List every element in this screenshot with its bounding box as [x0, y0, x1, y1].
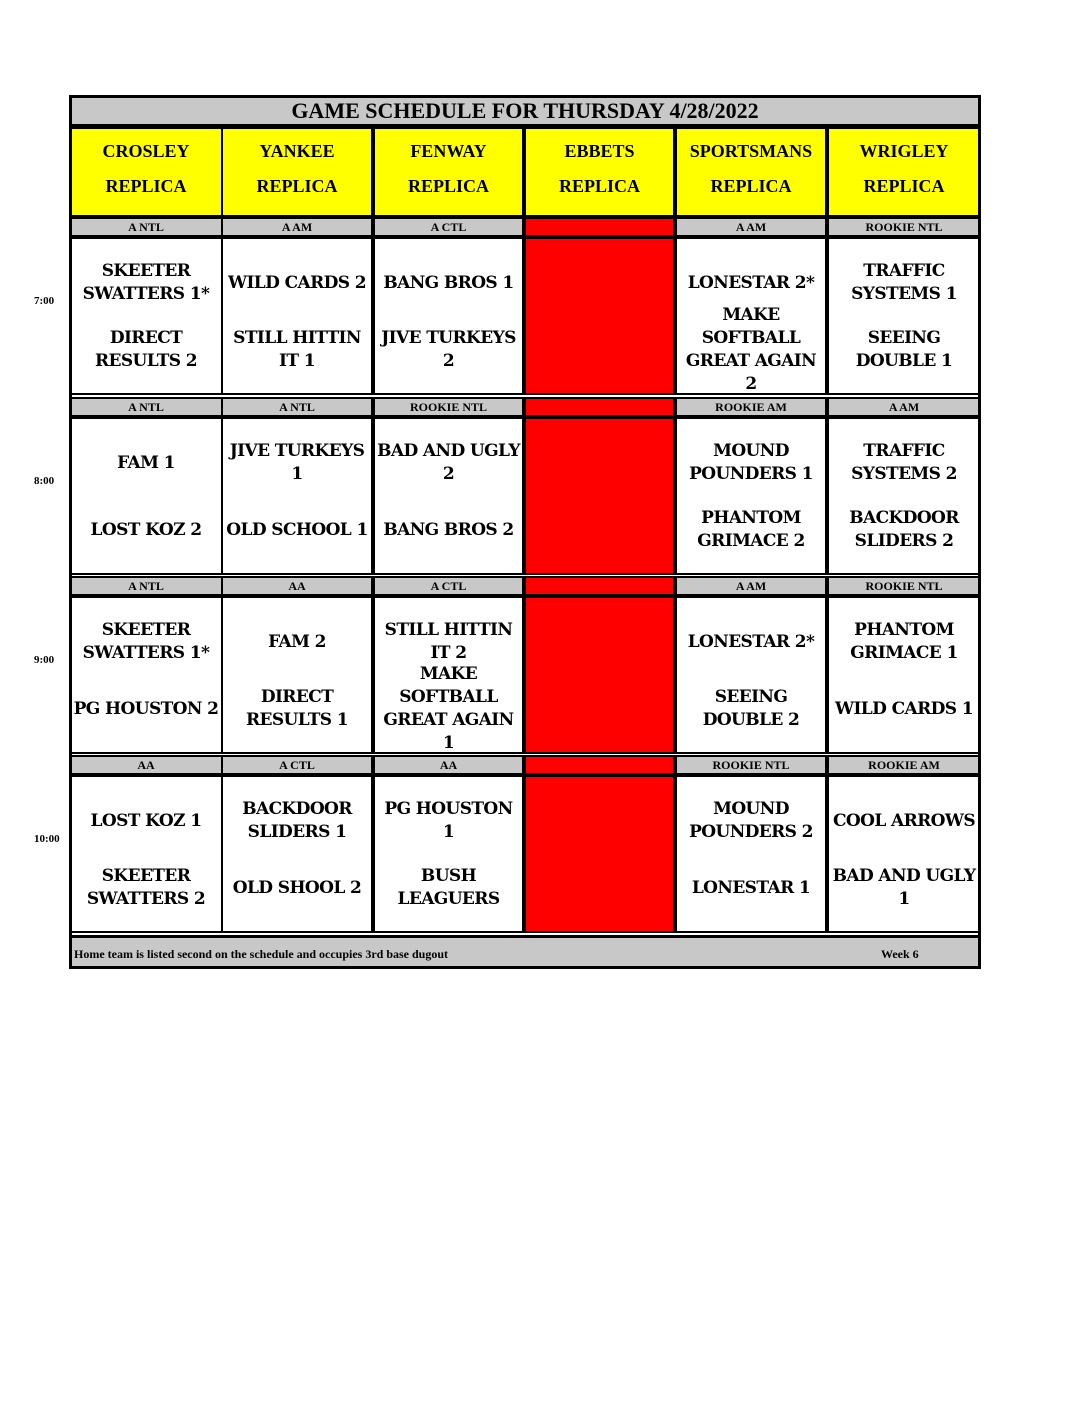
game-cell [675, 775, 827, 933]
home-team: MAKE SOFTBALL GREAT AGAIN 1 [383, 664, 514, 753]
closed-field-band [524, 397, 675, 417]
away-team: MOUND POUNDERS 2 [689, 799, 813, 842]
game-cell [827, 237, 981, 395]
game-cell [373, 596, 524, 754]
game-cell [221, 775, 373, 933]
closed-field-band [524, 755, 675, 775]
closed-field-cell [524, 596, 675, 754]
field-header [827, 127, 981, 217]
away-team: FAM 1 [117, 452, 175, 473]
field-header [373, 127, 524, 217]
home-team: OLD SHOOL 2 [232, 877, 362, 898]
division-label: A CTL [221, 755, 373, 775]
home-team: BACKDOOR SLIDERS 2 [849, 508, 959, 551]
closed-field-cell [524, 417, 675, 575]
game-cell [221, 417, 373, 575]
away-team: JIVE TURKEYS 1 [229, 441, 365, 484]
division-label: ROOKIE AM [827, 755, 981, 775]
division-label: A AM [221, 217, 373, 237]
away-team: LOST KOZ 1 [90, 810, 202, 831]
away-team: BANG BROS 1 [383, 272, 514, 293]
division-label: A AM [675, 217, 827, 237]
away-team: SKEETER SWATTERS 1* [82, 261, 210, 304]
division-label: AA [221, 576, 373, 596]
game-cell [69, 417, 223, 575]
time-label: 10:00 [34, 833, 60, 845]
division-label: A NTL [221, 397, 373, 417]
closed-field-band [524, 576, 675, 596]
field-header [69, 127, 223, 217]
home-team: STILL HITTIN IT 1 [233, 328, 361, 371]
division-label: AA [69, 755, 223, 775]
home-team: DIRECT RESULTS 1 [245, 687, 349, 730]
away-team: TRAFFIC SYSTEMS 1 [851, 261, 957, 304]
game-cell [221, 237, 373, 395]
field-header [221, 127, 373, 217]
game-cell [675, 596, 827, 754]
home-team: OLD SCHOOL 1 [226, 519, 368, 540]
home-team: MAKE SOFTBALL GREAT AGAIN 2 [685, 305, 817, 394]
game-cell [69, 775, 223, 933]
home-team: WILD CARDS 1 [834, 698, 974, 719]
away-team: COOL ARROWS [832, 810, 976, 831]
closed-field-cell [524, 775, 675, 933]
away-team: BACKDOOR SLIDERS 1 [242, 799, 352, 842]
field-name: EBBETS [564, 141, 635, 161]
division-label: ROOKIE NTL [827, 217, 981, 237]
field-type: REPLICA [256, 176, 338, 196]
game-cell [675, 417, 827, 575]
game-cell [827, 417, 981, 575]
field-type: REPLICA [105, 176, 187, 196]
game-cell [675, 237, 827, 395]
home-team: LONESTAR 1 [691, 877, 811, 898]
home-team: DIRECT RESULTS 2 [94, 328, 198, 371]
schedule-title: GAME SCHEDULE FOR THURSDAY 4/28/2022 [69, 95, 981, 127]
schedule-sheet [69, 95, 981, 969]
away-team: FAM 2 [268, 631, 326, 652]
closed-field-band [524, 217, 675, 237]
field-type: REPLICA [710, 176, 792, 196]
field-header [675, 127, 827, 217]
time-label: 8:00 [34, 475, 55, 487]
away-team: SKEETER SWATTERS 1* [82, 620, 210, 663]
division-label: A NTL [69, 576, 223, 596]
home-team: BAD AND UGLY 1 [832, 866, 976, 909]
game-cell [69, 596, 223, 754]
home-team: SEEING DOUBLE 1 [855, 328, 953, 371]
home-team: SKEETER SWATTERS 2 [86, 866, 206, 909]
division-label: ROOKIE AM [675, 397, 827, 417]
game-cell [373, 417, 524, 575]
division-label: A AM [827, 397, 981, 417]
home-team: JIVE TURKEYS 2 [381, 328, 516, 371]
field-name: WRIGLEY [859, 141, 949, 161]
footer-bar [69, 935, 981, 969]
game-cell [373, 775, 524, 933]
home-team: PHANTOM GRIMACE 2 [697, 508, 805, 551]
division-label: A NTL [69, 217, 223, 237]
game-cell [827, 596, 981, 754]
away-team: TRAFFIC SYSTEMS 2 [851, 441, 957, 484]
away-team: LONESTAR 2* [687, 631, 815, 652]
away-team: BAD AND UGLY 2 [377, 441, 520, 484]
field-type: REPLICA [407, 176, 489, 196]
time-label: 9:00 [34, 654, 55, 666]
closed-field-cell [524, 237, 675, 395]
division-label: ROOKIE NTL [675, 755, 827, 775]
home-team: SEEING DOUBLE 2 [702, 687, 800, 730]
game-cell [69, 237, 223, 395]
footer-note: Home team is listed second on the schedule and occupies 3rd base dugout [74, 947, 449, 961]
game-cell [827, 775, 981, 933]
field-name: SPORTSMANS [689, 141, 813, 161]
away-team: PG HOUSTON 1 [384, 799, 513, 842]
home-team: LOST KOZ 2 [90, 519, 202, 540]
away-team: STILL HITTIN IT 2 [384, 620, 513, 663]
game-cell [221, 596, 373, 754]
division-label: A AM [675, 576, 827, 596]
home-team: PG HOUSTON 2 [73, 698, 219, 719]
away-team: WILD CARDS 2 [227, 272, 367, 293]
division-label: ROOKIE NTL [827, 576, 981, 596]
field-name: CROSLEY [102, 141, 190, 161]
week-label: Week 6 [881, 947, 919, 961]
field-name: FENWAY [410, 141, 487, 161]
away-team: LONESTAR 2* [687, 272, 815, 293]
division-label: ROOKIE NTL [373, 397, 524, 417]
time-label: 7:00 [34, 295, 55, 307]
field-header [524, 127, 675, 217]
division-label: AA [373, 755, 524, 775]
field-name: YANKEE [259, 141, 335, 161]
field-type: REPLICA [863, 176, 945, 196]
field-type: REPLICA [558, 176, 640, 196]
division-label: A NTL [69, 397, 223, 417]
home-team: BUSH LEAGUERS [397, 866, 500, 909]
home-team: BANG BROS 2 [383, 519, 514, 540]
away-team: MOUND POUNDERS 1 [689, 441, 813, 484]
division-label: A CTL [373, 217, 524, 237]
game-cell [373, 237, 524, 395]
division-label: A CTL [373, 576, 524, 596]
away-team: PHANTOM GRIMACE 1 [850, 620, 958, 663]
